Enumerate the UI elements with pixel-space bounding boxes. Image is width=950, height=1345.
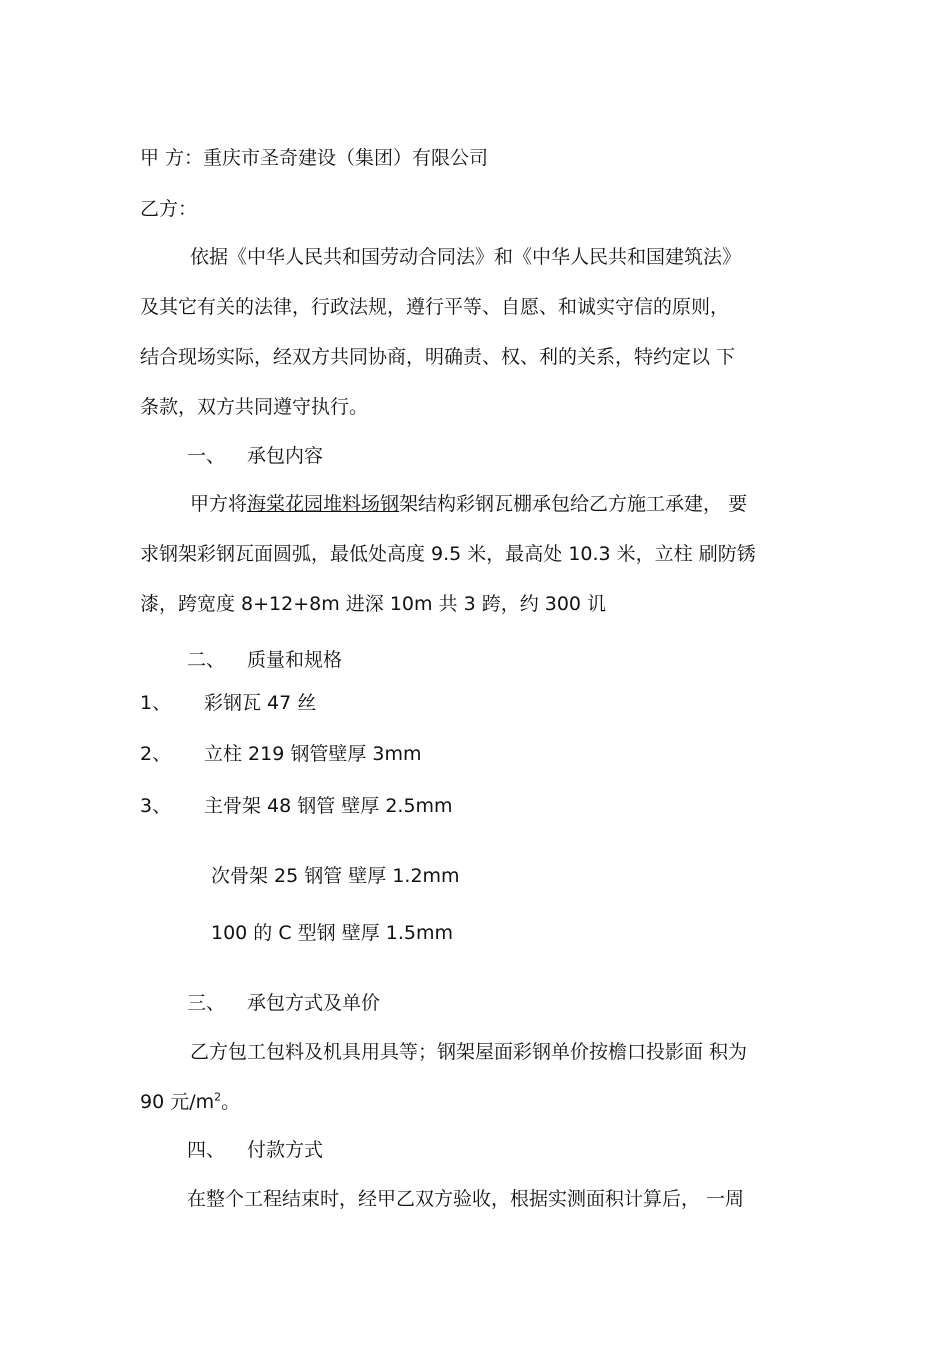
section-3-heading xyxy=(187,991,380,1015)
section-3-title: 承包方式及单价 xyxy=(247,992,381,1014)
section-4-title: 付款方式 xyxy=(247,1139,324,1161)
section-1-prefix: 甲方将 xyxy=(190,493,248,515)
spec-item-number: 3、 xyxy=(140,795,172,817)
section-1-heading xyxy=(187,444,323,468)
spec-extra-2: 100 的 C 型钢 壁厚 1.5mm xyxy=(211,922,453,944)
spec-item-number: 1、 xyxy=(140,692,172,714)
section-2-title: 质量和规格 xyxy=(247,649,343,671)
project-name-underlined: 海棠花园堆料场钢 xyxy=(247,493,400,515)
party-b-line: 乙方： xyxy=(140,198,198,220)
intro-line-4: 条款，双方共同遵守执行。 xyxy=(140,396,369,418)
spec-item-text: 立柱 219 钢管壁厚 3mm xyxy=(204,743,422,765)
spec-item xyxy=(140,691,316,715)
spec-extra-1: 次骨架 25 钢管 壁厚 1.2mm xyxy=(211,865,460,887)
spec-item-text: 主骨架 48 钢管 壁厚 2.5mm xyxy=(204,795,453,817)
spec-item xyxy=(140,742,422,766)
line-end-punct: 。 xyxy=(221,1091,241,1113)
section-2-heading xyxy=(187,648,342,672)
section-4-heading xyxy=(187,1138,323,1162)
party-a-label: 甲 方： xyxy=(140,147,204,169)
intro-line-2: 及其它有关的法律，行政法规，遵行平等、自愿、和诚实守信的原则， xyxy=(140,296,730,318)
spec-item-number: 2、 xyxy=(140,743,172,765)
spec-item-text: 彩钢瓦 47 丝 xyxy=(204,692,317,714)
party-a-name: 重庆市圣奇建设（集团）有限公司 xyxy=(203,147,489,169)
section-1-rest: 架结构彩钢瓦棚承包给乙方施工承建， 要 xyxy=(399,493,748,515)
intro-line-1: 依据《中华人民共和国劳动合同法》和《中华人民共和国建筑法》 xyxy=(190,246,742,268)
party-a-line xyxy=(140,146,488,170)
section-2-number: 二、 xyxy=(187,649,226,671)
section-3-line-2 xyxy=(140,1090,240,1114)
section-4-number: 四、 xyxy=(187,1139,226,1161)
intro-line-3: 结合现场实际，经双方共同协商，明确责、权、利的关系，特约定以 下 xyxy=(140,346,736,368)
section-1-paragraph-line-2: 求钢架彩钢瓦面圆弧，最低处高度 9.5 米，最高处 10.3 米，立柱 刷防锈 xyxy=(140,543,756,565)
section-4-line-1: 在整个工程结束时，经甲乙双方验收，根据实测面积计算后， 一周 xyxy=(187,1188,745,1210)
section-1-title: 承包内容 xyxy=(247,445,324,467)
section-3-line-1: 乙方包工包料及机具用具等；钢架屋面彩钢单价按檐口投影面 积为 xyxy=(190,1041,748,1063)
section-1-paragraph-line-1 xyxy=(190,492,747,516)
unit-superscript: 2 xyxy=(214,1090,222,1104)
unit-price: 90 元/m xyxy=(140,1091,215,1113)
spec-item xyxy=(140,794,453,818)
section-1-paragraph-line-3: 漆，跨宽度 8+12+8m 进深 10m 共 3 跨，约 300 讥 xyxy=(140,593,607,615)
section-1-number: 一、 xyxy=(187,445,226,467)
section-3-number: 三、 xyxy=(187,992,226,1014)
